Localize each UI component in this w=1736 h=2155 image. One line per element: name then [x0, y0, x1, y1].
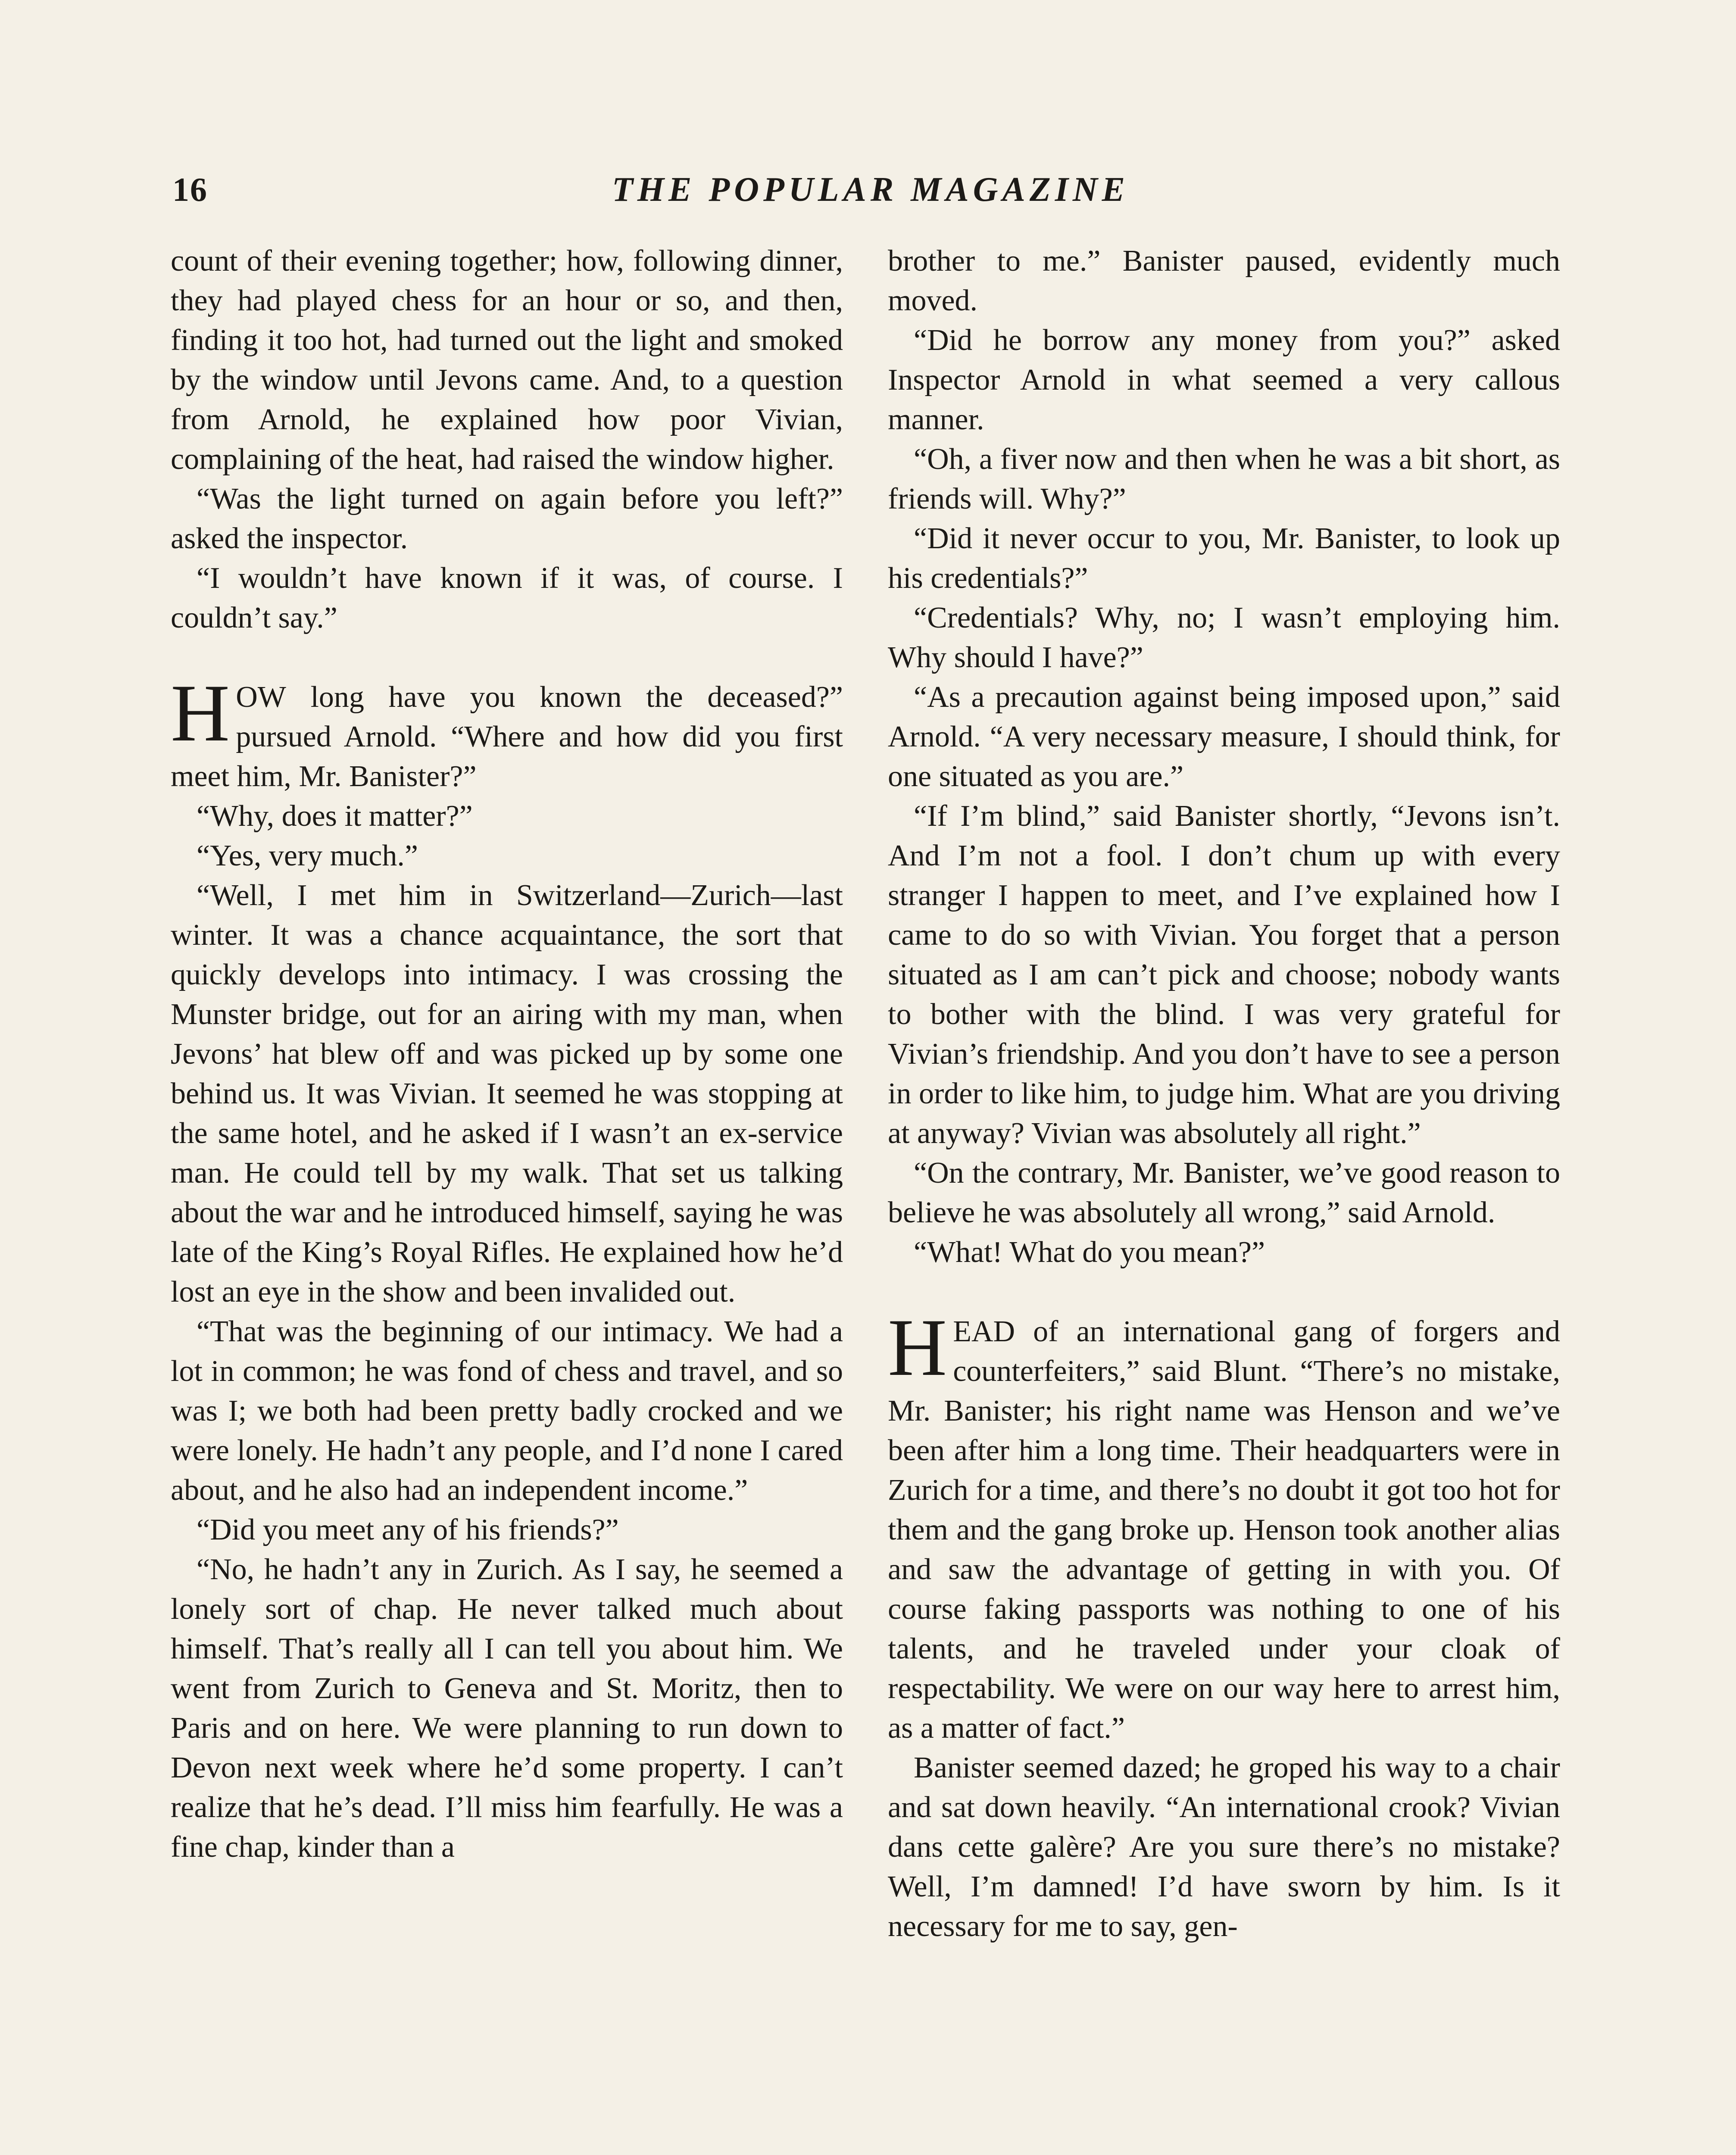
paragraph: “If I’m blind,” said Banister shortly, “Jevons isn’t. And I’m not a fool. I don’t chum up with every stranger I happen to meet, and I’ve explained how I came to do so with Vivian. You forget that a person situated as I am can’t pick and choose; nobody wants to bother with the blind. I was very grateful for Vivian’s friendship. And you don’t have to see a person in order to like him, to judge him. What are you driving at anyway? Vivian was absolutely all right.”: [888, 800, 1560, 1150]
small-caps-lead: EAD: [953, 1315, 1015, 1348]
paragraph: “Did you meet any of his friends?”: [197, 1513, 619, 1546]
drop-cap: H: [171, 668, 230, 759]
paragraph: “Was the light turned on again before you left?” asked the inspector.: [171, 482, 843, 555]
paragraph-text: long have you known the deceased?” pursued Arnold. “Where and how did you first meet him, Mr. Banister?”: [171, 681, 843, 793]
paragraph: “I wouldn’t have known if it was, of course. I couldn’t say.”: [171, 562, 843, 634]
paragraph: “That was the beginning of our intimacy. We had a lot in common; he was fond of chess and travel, and so was I; we both had been pretty badly crocked and we were lonely. He hadn’t any people, and I’d none I cared about, and he also had an independent income.”: [171, 1315, 843, 1507]
paragraph: Banister seemed dazed; he groped his way to a chair and sat down heavily. “An international crook? Vivian dans cette galère? Are you sure there’s no mistake? Well, I’m damned! I’d have sworn by him. Is it necessary for me to say, gen-: [888, 1751, 1560, 1943]
paragraph: “What! What do you mean?”: [914, 1236, 1265, 1269]
small-caps-lead: OW: [236, 681, 286, 714]
paragraph: “Did it never occur to you, Mr. Banister, to look up his credentials?”: [888, 522, 1560, 595]
section-start-paragraph: [888, 1302, 1560, 1748]
paragraph: “No, he hadn’t any in Zurich. As I say, he seemed a lonely sort of chap. He never talked much about himself. That’s really all I can tell you about him. We went from Zurich to Geneva and St. Moritz, then to Paris and on here. We were planning to run down to Devon next week where he’d some property. I can’t realize that he’s dead. I’ll miss him fearfully. He was a fine chap, kinder than a: [171, 1553, 843, 1864]
right-column: [888, 241, 1560, 1946]
paragraph: “As a precaution against being imposed upon,” said Arnold. “A very necessary measure, I should think, for one situated as you are.”: [888, 681, 1560, 793]
paragraph: “Oh, a fiver now and then when he was a bit short, as friends will. Why?”: [888, 443, 1560, 515]
running-title: THE POPULAR MAGAZINE: [612, 171, 1130, 209]
paragraph: brother to me.” Banister paused, evidently much moved.: [888, 244, 1560, 317]
paragraph: “Why, does it matter?”: [197, 800, 473, 833]
left-column: [171, 241, 843, 1867]
drop-cap: H: [888, 1302, 947, 1393]
paragraph-text: of an international gang of forgers and counterfeiters,” said Blunt. “There’s no mistake, Mr. Banister; his right name was Henson and we’ve been after him a long time. Their headquarters were in Zurich for a time, and there’s no doubt it got too hot for them and the gang broke up. Henson took another alias and saw the advantage of getting in with you. Of course faking passports was nothing to one of his talents, and he traveled under your cloak of respectability. We were on our way here to arrest him, as a matter of fact.”: [888, 1315, 1560, 1745]
page-number: 16: [172, 171, 208, 208]
paragraph: count of their evening together; how, following dinner, they had played chess for an hour or so, and then, finding it too hot, had turned out the light and smoked by the window until Jevons came. And, to a question from Arnold, he explained how poor Vivian, complaining of the heat, had raised the window higher.: [171, 244, 843, 476]
paragraph: “Did he borrow any money from you?” asked Inspector Arnold in what seemed a very callous manner.: [888, 324, 1560, 436]
section-start-paragraph: [171, 668, 843, 796]
paragraph: “Yes, very much.”: [197, 839, 418, 872]
paragraph: “Well, I met him in Switzerland—Zurich—last winter. It was a chance acquaintance, the sort that quickly develops into intimacy. I was crossing the Munster bridge, out for an airing with my man, when Jevons’ hat blew off and was picked up by some one behind us. It was Vivian. It seemed he was stopping at the same hotel, and he asked if I wasn’t an ex-service man. He could tell by my walk. That set us talking about the war and he introduced himself, saying he was late of the King’s Royal Rifles. He explained how he’d lost an eye in the show and been invalided out.: [171, 879, 843, 1309]
paragraph: “On the contrary, Mr. Banister, we’ve good reason to believe he was absolutely all wrong,” said Arnold.: [888, 1156, 1560, 1229]
paragraph: “Credentials? Why, no; I wasn’t employing him. Why should I have?”: [888, 601, 1560, 674]
page-header: [172, 170, 1569, 213]
